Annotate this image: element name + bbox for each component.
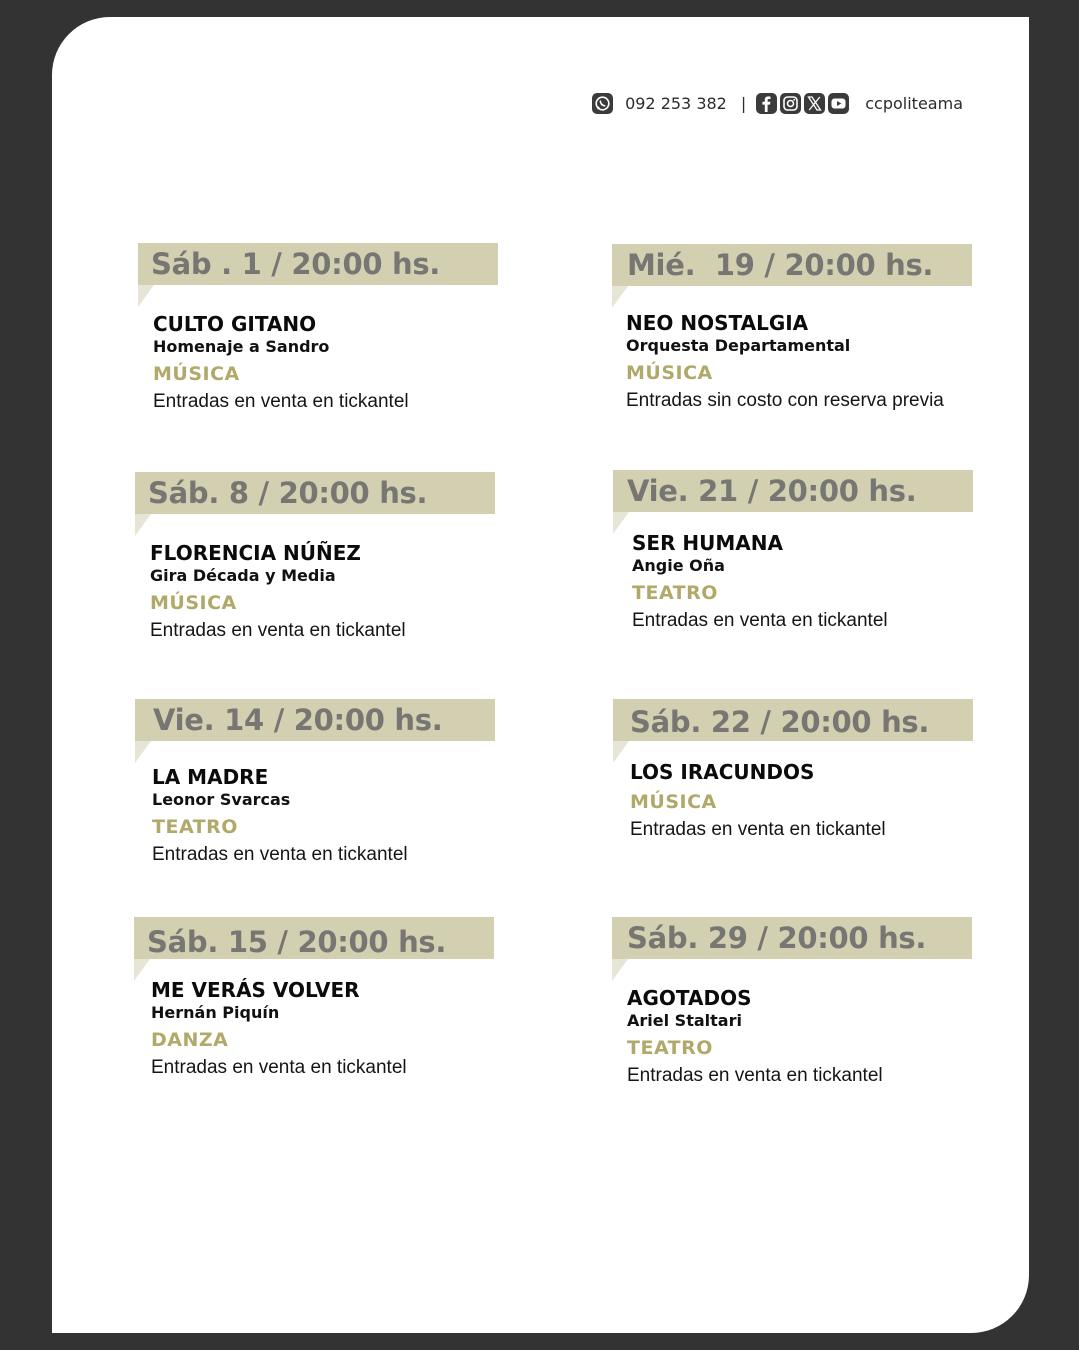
date-banner: [138, 243, 498, 285]
instagram-icon[interactable]: [780, 93, 801, 114]
banner-fold: [138, 285, 154, 307]
banner-fold: [613, 741, 629, 763]
event-title: FLORENCIA NÚÑEZ: [150, 541, 361, 565]
contact-bar: [592, 93, 963, 114]
date-banner: [613, 699, 973, 741]
facebook-icon[interactable]: [756, 93, 777, 114]
event-item: [613, 470, 973, 632]
event-category: TEATRO: [152, 816, 238, 838]
x-icon[interactable]: [804, 93, 825, 114]
event-category: DANZA: [151, 1029, 229, 1051]
event-item: [135, 472, 495, 642]
event-date: Sáb. 29 / 20:00 hs.: [627, 921, 927, 955]
banner-fold: [613, 512, 629, 534]
event-subtitle: Leonor Svarcas: [152, 790, 291, 809]
event-category: MÚSICA: [153, 363, 240, 385]
event-tickets: Entradas en venta en tickantel: [632, 610, 888, 631]
event-item: [612, 244, 972, 412]
date-banner: [612, 917, 972, 959]
event-tickets: Entradas en venta en tickantel: [152, 844, 408, 865]
event-date: Vie. 21 / 20:00 hs.: [627, 474, 917, 508]
date-banner: [135, 472, 495, 514]
event-date: Sáb. 15 / 20:00 hs.: [147, 925, 447, 960]
event-date: Sáb. 8 / 20:00 hs.: [148, 476, 428, 510]
event-title: LA MADRE: [152, 765, 269, 789]
event-title: SER HUMANA: [632, 531, 784, 555]
event-subtitle: Orquesta Departamental: [626, 336, 851, 355]
event-item: [612, 917, 972, 1087]
banner-fold: [134, 959, 150, 981]
event-item: [134, 917, 494, 1079]
event-subtitle: Ariel Staltari: [627, 1011, 742, 1030]
event-tickets: Entradas en venta en tickantel: [630, 819, 886, 840]
banner-fold: [135, 514, 151, 536]
event-date: Mié. 19 / 20:00 hs.: [627, 248, 934, 282]
event-tickets: Entradas sin costo con reserva previa: [626, 390, 944, 411]
event-title: LOS IRACUNDOS: [630, 760, 815, 784]
date-banner: [613, 470, 973, 512]
event-category: MÚSICA: [630, 791, 717, 813]
event-tickets: Entradas en venta en tickantel: [153, 391, 409, 412]
event-date: Sáb. 22 / 20:00 hs.: [630, 705, 930, 740]
event-date: Sáb . 1 / 20:00 hs.: [151, 247, 441, 281]
banner-fold: [612, 286, 628, 308]
date-banner: [135, 699, 495, 741]
event-subtitle: Angie Oña: [632, 556, 725, 575]
event-date: Vie. 14 / 20:00 hs.: [153, 703, 443, 737]
youtube-icon[interactable]: [828, 93, 849, 114]
date-banner: [612, 244, 972, 286]
event-category: MÚSICA: [626, 362, 713, 384]
event-item: [135, 699, 495, 866]
social-icons: [756, 93, 849, 114]
event-category: MÚSICA: [150, 592, 237, 614]
event-title: AGOTADOS: [627, 986, 752, 1010]
phone-number[interactable]: 092 253 382: [625, 94, 727, 113]
event-item: [613, 699, 973, 841]
date-banner: [134, 917, 494, 959]
social-handle[interactable]: ccpoliteama: [865, 94, 963, 113]
event-item: [138, 243, 498, 413]
event-title: NEO NOSTALGIA: [626, 311, 809, 335]
event-title: ME VERÁS VOLVER: [151, 978, 360, 1002]
event-tickets: Entradas en venta en tickantel: [627, 1065, 883, 1086]
event-title: CULTO GITANO: [153, 312, 317, 336]
event-category: TEATRO: [627, 1037, 713, 1059]
event-subtitle: Homenaje a Sandro: [153, 337, 330, 356]
program-card: [52, 17, 1029, 1333]
event-subtitle: Gira Década y Media: [150, 566, 336, 585]
banner-fold: [135, 741, 151, 763]
event-category: TEATRO: [632, 582, 718, 604]
banner-fold: [612, 959, 628, 981]
separator: |: [740, 94, 747, 113]
event-tickets: Entradas en venta en tickantel: [151, 1057, 407, 1078]
event-tickets: Entradas en venta en tickantel: [150, 620, 406, 641]
whatsapp-icon[interactable]: [592, 93, 613, 114]
event-subtitle: Hernán Piquín: [151, 1003, 280, 1022]
